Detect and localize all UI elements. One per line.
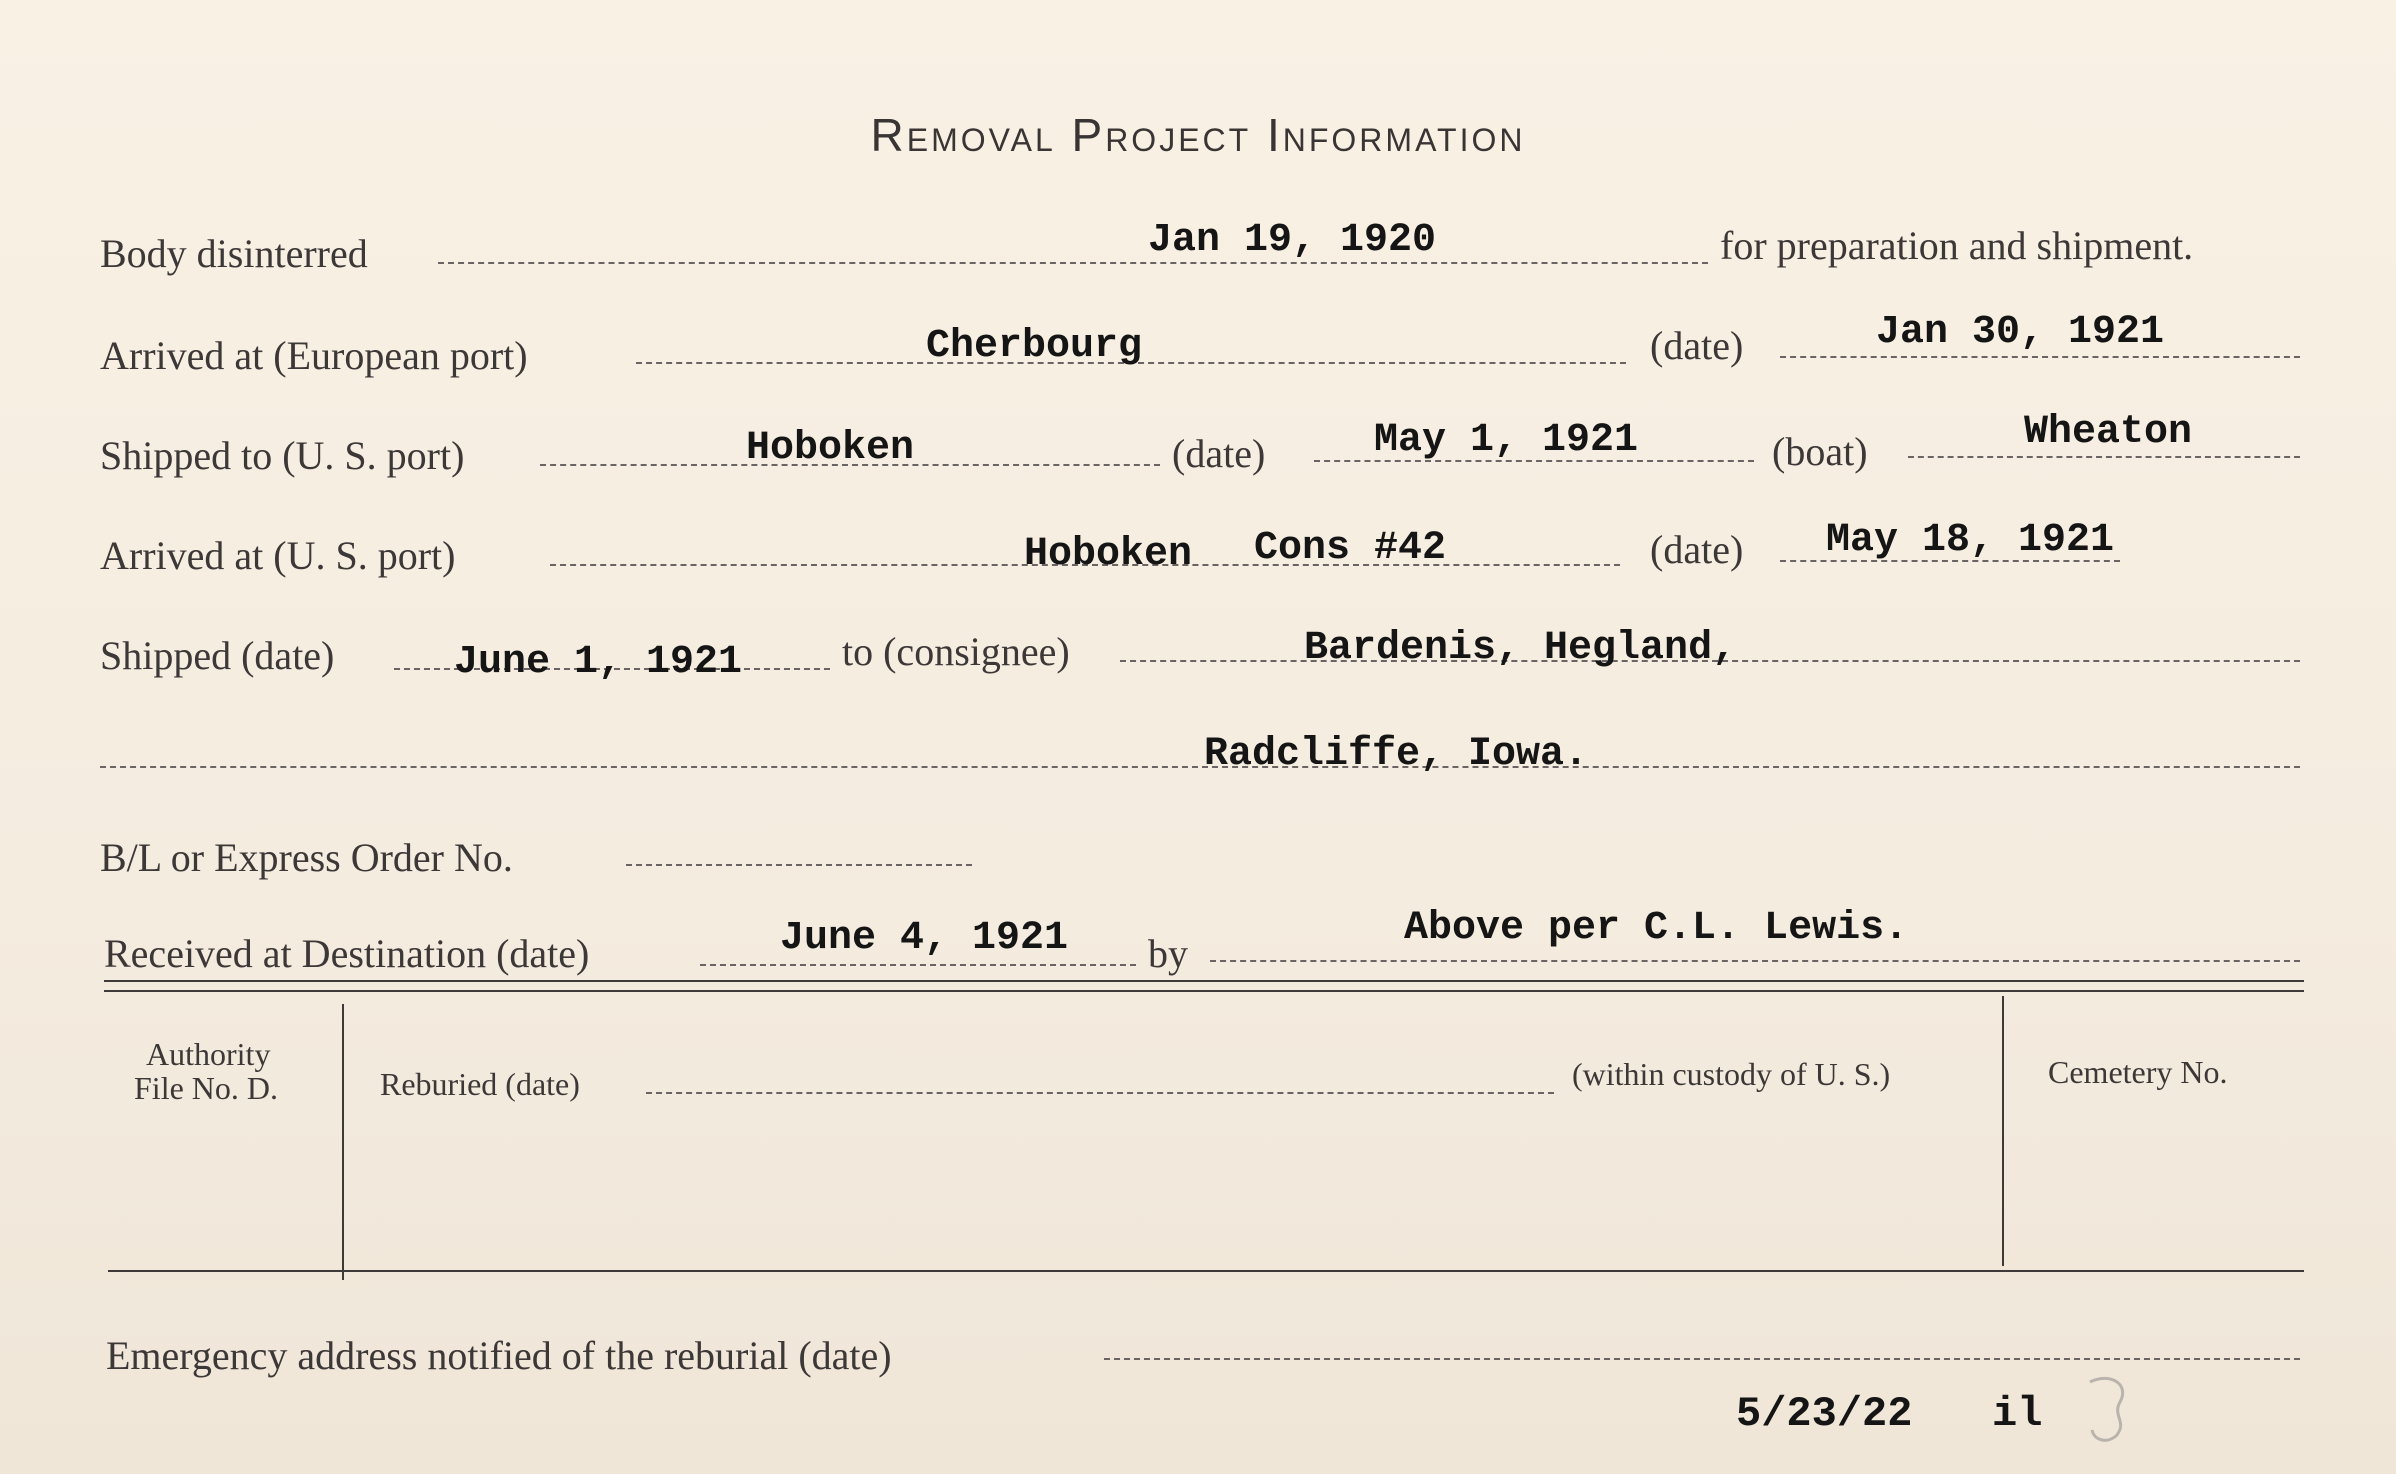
reburied-label: Reburied (date)	[380, 1066, 580, 1102]
boat-name: Wheaton	[2024, 410, 2193, 455]
authority-label-1: Authority	[146, 1036, 271, 1072]
cemetery-label: Cemetery No.	[2048, 1054, 2228, 1090]
shipped-date-label: (date)	[1172, 431, 1266, 476]
received-by: Above per C.L. Lewis.	[1404, 906, 1909, 951]
shipped-consignee-date: June 1, 1921	[454, 640, 743, 685]
arrived-us-date: May 18, 1921	[1826, 518, 2115, 563]
cemetery-divider	[2002, 996, 2004, 1266]
arrived-us-date-label: (date)	[1650, 527, 1744, 572]
pencil-mark-icon	[2076, 1372, 2136, 1444]
received-date: June 4, 1921	[780, 916, 1069, 961]
cons-number: Cons #42	[1254, 526, 1447, 571]
received-by-line	[1210, 960, 2300, 962]
bl-label: B/L or Express Order No.	[100, 835, 513, 880]
european-arrival-date: Jan 30, 1921	[1876, 310, 2165, 355]
authority-label-2: File No. D.	[134, 1070, 278, 1106]
arrived-us-label: Arrived at (U. S. port)	[100, 533, 456, 578]
double-rule-bottom	[104, 990, 2304, 992]
european-port: Cherbourg	[926, 324, 1143, 369]
emergency-line	[1104, 1358, 2300, 1360]
consignee-line-2	[100, 766, 2300, 768]
european-date-line	[1780, 356, 2300, 358]
by-label: by	[1148, 931, 1188, 976]
reburied-line	[646, 1092, 1554, 1094]
arrived-us-port: Hoboken	[1024, 532, 1193, 577]
custody-label: (within custody of U. S.)	[1572, 1056, 1891, 1092]
card-title: Removal Project Information	[870, 109, 1526, 161]
received-label: Received at Destination (date)	[104, 931, 590, 976]
us-port: Hoboken	[746, 426, 915, 471]
body-disinterred-label: Body disinterred	[100, 231, 368, 276]
preparation-label: for preparation and shipment.	[1720, 223, 2194, 268]
bl-line	[626, 864, 972, 866]
received-date-line	[700, 964, 1136, 966]
european-date-label: (date)	[1650, 323, 1744, 368]
emergency-label: Emergency address notified of the reburial (date)	[106, 1333, 892, 1378]
shipped-us-label: Shipped to (U. S. port)	[100, 433, 465, 478]
body-disinterred-line	[438, 262, 1708, 264]
consignee-name: Bardenis, Hegland,	[1304, 626, 1737, 671]
consignee-address: Radcliffe, Iowa.	[1204, 732, 1589, 777]
arrived-european-label: Arrived at (European port)	[100, 333, 528, 378]
authority-divider	[342, 1004, 344, 1280]
shipped-consignee-date-label: Shipped (date)	[100, 633, 335, 678]
double-rule-top	[104, 980, 2304, 982]
boat-label: (boat)	[1772, 429, 1868, 474]
shipped-date: May 1, 1921	[1374, 418, 1639, 463]
stamp-initials: il	[1992, 1390, 2043, 1438]
stamp-date: 5/23/22	[1736, 1390, 1913, 1438]
section-bottom-rule	[108, 1270, 2304, 1272]
boat-line	[1908, 456, 2300, 458]
body-disinterred-date: Jan 19, 1920	[1148, 218, 1437, 263]
consignee-label: to (consignee)	[842, 629, 1070, 674]
